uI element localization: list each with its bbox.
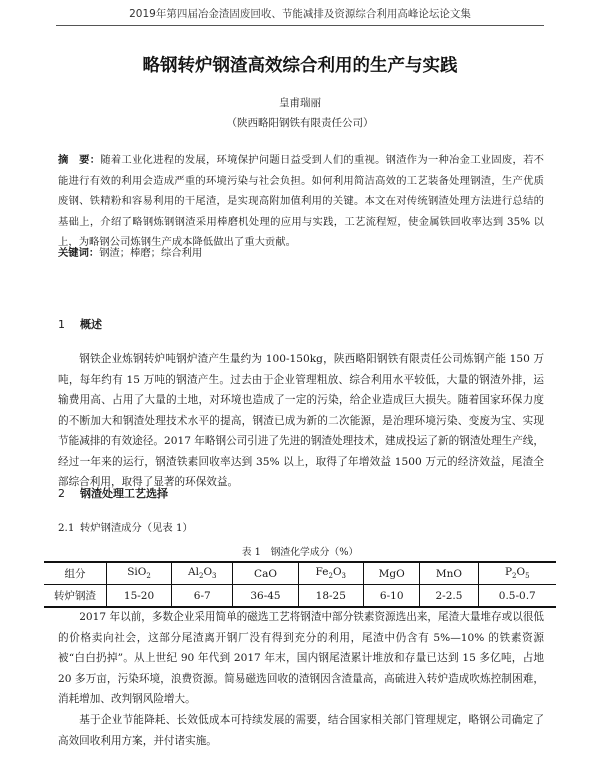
table-header-cell: $P_2O_5$ <box>478 562 556 585</box>
author-name: 皇甫瑞丽 <box>279 97 321 109</box>
running-header: 2019年第四届冶金渣固废回收、节能减排及资源综合利用高峰论坛论文集 <box>129 8 471 20</box>
table-cell: 6-10 <box>364 585 420 608</box>
keywords-label: 关键词： <box>58 247 100 259</box>
table-row-label: 转炉钢渣 <box>54 590 96 602</box>
table-cell: 2-2.5 <box>420 585 478 608</box>
table-cell: 15-20 <box>107 585 172 608</box>
chemical-composition-table <box>44 561 556 608</box>
abstract-label: 摘 要： <box>58 154 101 166</box>
section-2-paragraph-1: 2017 年以前，多数企业采用简单的磁选工艺将钢渣中部分铁素资源选出来，尾渣大量堆存或以很低的价格卖向社会，这部分尾渣离开钢厂没有得到充分的利用，尾渣中仍含有 5%—10% 的铁素资源被“白白扔掉”。从上世纪 90 年代到 2017 年末，国内钢尾渣累计堆放和存量已达到 15 多亿吨，占地 20 多万亩，污染环境，浪费资源。简易磁选回收的渣钢因含渣量高，高硫进入转炉造成吹炼控制困难，消耗增加、改判钢风险增大。 <box>58 611 544 705</box>
section-2-title: 钢渣处理工艺选择 <box>80 487 168 500</box>
section-1-title: 概述 <box>80 318 102 331</box>
table-header-cell: CaO <box>233 562 298 585</box>
subsection-2-1-heading <box>58 519 193 534</box>
table-header-cell: $Al_2O_3$ <box>172 562 233 585</box>
abstract-text: 随着工业化进程的发展，环境保护问题日益受到人们的重视。钢渣作为一种冶金工业固废，若不能进行有效的利用会造成严重的环境污染与社会负担。如何利用简洁高效的工艺装备处理钢渣，生产优质废钢、铁精粉和容易利用的干尾渣，是实现高附加值利用的关键。本文在对传统钢渣处理方法进行总结的基础上，介绍了略钢炼钢钢渣采用棒磨机处理的应用与实践，工艺流程短，使金属铁回收率达到 35% 以上，为略钢公司炼钢生产成本降低做出了重大贡献。 <box>58 154 544 249</box>
table-cell: 0.5-0.7 <box>478 585 556 608</box>
abstract <box>58 150 544 253</box>
section-2-paragraph-2: 基于企业节能降耗、长效低成本可持续发展的需要，结合国家相关部门管理规定，略钢公司确定了高效回收利用方案，并付诸实施。 <box>58 714 544 747</box>
table-header-cell: $Fe_2O_3$ <box>298 562 364 585</box>
section-1-heading <box>58 316 102 332</box>
author-affiliation: （陕西略阳钢铁有限责任公司） <box>226 117 374 129</box>
table-cell: 36-45 <box>233 585 298 608</box>
table-header-cell: MnO <box>420 562 478 585</box>
subsection-2-1-title: 转炉钢渣成分（见表 1） <box>80 522 193 534</box>
section-2-heading <box>58 485 168 501</box>
table-header-cell: SiO$_2$ <box>107 562 172 585</box>
header-rule <box>56 25 544 26</box>
section-2-number: 2 <box>58 487 65 500</box>
table-header-cell: MgO <box>364 562 420 585</box>
keywords <box>58 244 202 259</box>
table-cell: 18-25 <box>298 585 364 608</box>
table-header-row <box>44 562 556 585</box>
keywords-text: 钢渣；棒磨；综合利用 <box>99 247 203 259</box>
subsection-2-1-number: 2.1 <box>58 522 75 534</box>
section-1-paragraph: 钢铁企业炼钢转炉吨钢炉渣产生量约为 100-150kg，陕西略阳钢铁有限责任公司炼钢产能 150 万吨，每年约有 15 万吨的钢渣产生。过去由于企业管理粗放、综合利用水平较低，大量的钢渣外排，运输费用高、占用了大量的土地，对环境也造成了一定的污染，给企业造成巨大损失。随着国家环保力度的不断加大和钢渣处理技术水平的提高，钢渣已成为新的二次能源，是治理环境污染、变废为宝、实现节能减排的有效途径。2017 年略钢公司引进了先进的钢渣处理技术，建成投运了新的钢渣处理生产线，经过一年来的运行，钢渣铁素回收率达到 35% 以上，取得了年增效益 1500 万元的经济效益，尾渣全部综合利用，取得了显著的环保效益。 <box>58 353 544 488</box>
paper-title: 略钢转炉钢渣高效综合利用的生产与实践 <box>142 56 458 76</box>
table-caption: 表 1 钢渣化学成分（%） <box>241 547 359 558</box>
section-1-number: 1 <box>58 318 65 331</box>
table-header-cell: 组分 <box>44 562 107 585</box>
table-row <box>44 585 556 608</box>
table-cell: 6-7 <box>172 585 233 608</box>
